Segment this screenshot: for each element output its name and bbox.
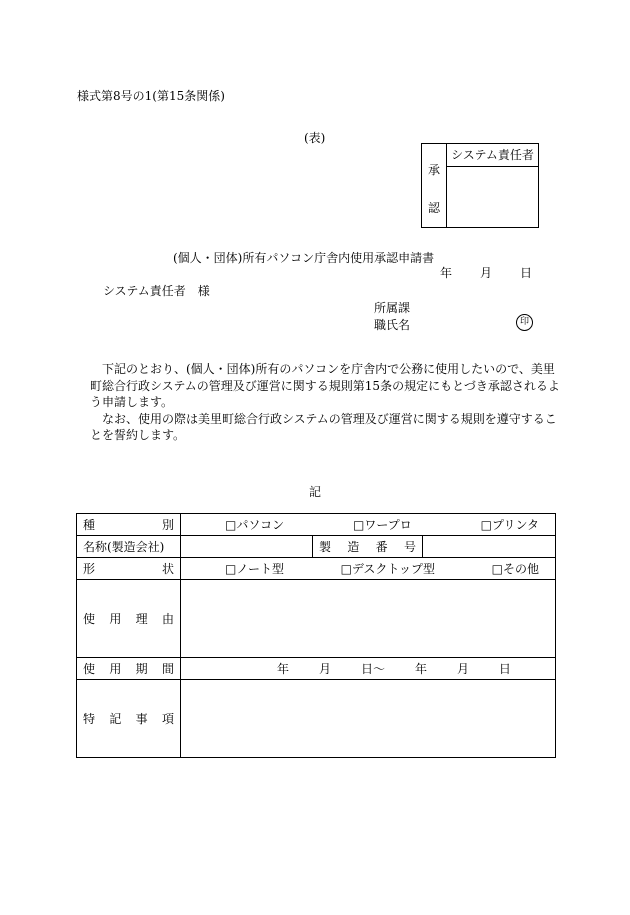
front-mark: (表) [304,131,326,145]
checkbox-wordpro[interactable]: □ワープロ [352,518,412,532]
checkbox-pc[interactable]: □パソコン [225,518,285,532]
serial-field[interactable] [423,536,556,558]
date-month: 月 [480,266,493,280]
addressee: システム責任者 様 [103,284,210,298]
reason-field[interactable] [181,580,556,658]
shape-row [77,558,556,580]
reason-label: 使 用 理 由 [77,580,181,658]
type-row [77,514,556,536]
checkbox-printer[interactable]: □プリンタ [480,518,539,532]
approval-box [421,143,539,228]
document-title: (個人・団体)所有パソコン庁舎内使用承認申請書 [173,251,435,265]
date-line [440,264,532,281]
name-row [77,536,556,558]
ki-heading: 記 [309,485,322,499]
manufacturer-label: 名称(製造会社) [77,536,181,558]
body-paragraph: なお、使用の際は美里町総合行政システムの管理及び運営に関する規則を遵守することを誓約します。 [90,411,557,442]
type-label: 種 別 [77,514,181,536]
shape-options [181,558,556,580]
period-row [77,658,556,680]
checkbox-other[interactable]: □その他 [491,562,539,576]
period-field[interactable]: 年 月 日〜 年 月 日 [181,658,556,680]
approval-label-char: 認 [428,201,441,215]
form-reference: 様式第8号の1(第15条関係) [77,89,225,103]
date-year: 年 [440,266,453,280]
department-label: 所属課 [374,301,411,315]
type-options [181,514,556,536]
shape-label: 形 状 [77,558,181,580]
notes-field[interactable] [181,680,556,758]
body-text [90,361,565,444]
seal-mark: 印 [516,314,533,331]
date-day: 日 [520,266,533,280]
reason-row [77,580,556,658]
checkbox-desktop[interactable]: □デスクトップ型 [340,562,436,576]
checkbox-notebook[interactable]: □ノート型 [225,562,284,576]
notes-label: 特 記 事 項 [77,680,181,758]
period-label: 使 用 期 間 [77,658,181,680]
approval-header: システム責任者 [447,144,538,167]
serial-label: 製 造 番 号 [313,536,423,558]
application-table [76,513,556,758]
body-paragraph: 下記のとおり、(個人・団体)所有のパソコンを庁舎内で公務に使用したいので、美里町総合行政システムの管理及び運営に関する規則第15条の規定にもとづき承認されるよう申請します。 [90,362,560,409]
notes-row [77,680,556,758]
approval-label-char: 承 [428,163,441,177]
approval-label-column [422,144,447,227]
name-label: 職氏名 [374,318,411,332]
manufacturer-field[interactable] [181,536,313,558]
